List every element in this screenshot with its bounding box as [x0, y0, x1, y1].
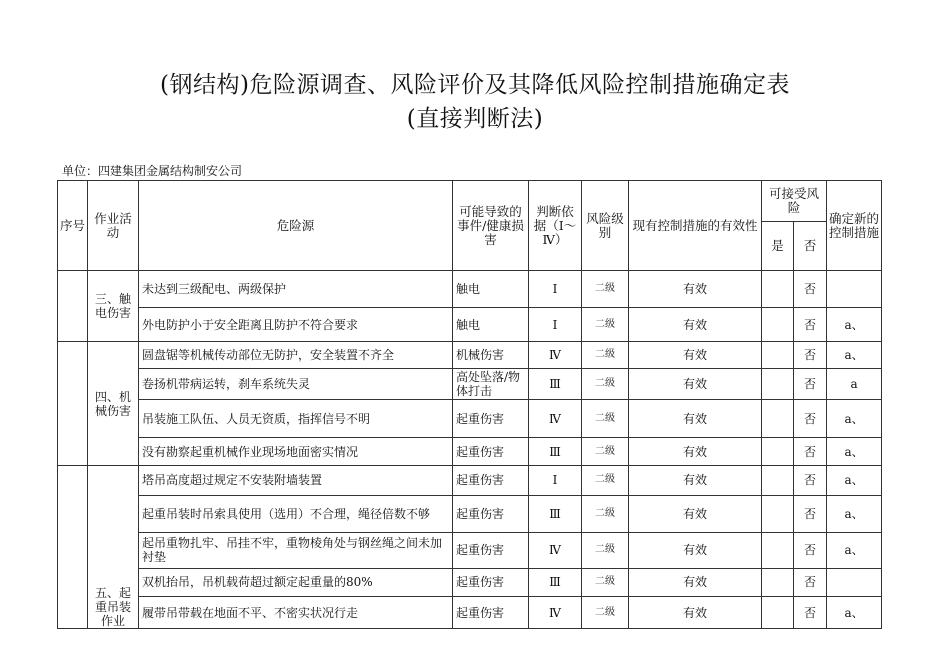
basis-cell: Ⅰ	[529, 271, 582, 308]
table-row	[58, 568, 882, 597]
new-control-cell: a、	[827, 597, 882, 629]
level-cell: 二级	[582, 438, 629, 466]
yes-cell	[762, 495, 794, 532]
table-row	[58, 495, 882, 532]
activity-cell: 四、机械伤害	[88, 342, 139, 466]
control-cell: 有效	[629, 532, 762, 568]
control-cell: 有效	[629, 271, 762, 308]
consequence-cell: 起重伤害	[453, 568, 529, 597]
new-control-cell: a、	[827, 466, 882, 496]
new-control-cell: a、	[827, 495, 882, 532]
new-control-cell: a、	[827, 342, 882, 369]
table-row	[58, 400, 882, 438]
control-cell: 有效	[629, 597, 762, 629]
seq-cell	[58, 342, 88, 466]
activity-cell: 五、起重吊装作业	[88, 466, 139, 629]
no-cell: 否	[794, 597, 827, 629]
unit-label: 单位：四建集团金属结构制安公司	[62, 164, 243, 178]
no-cell: 否	[794, 369, 827, 400]
level-cell: 二级	[582, 568, 629, 597]
control-cell: 有效	[629, 369, 762, 400]
basis-cell: Ⅲ	[529, 438, 582, 466]
yes-cell	[762, 597, 794, 629]
control-cell: 有效	[629, 568, 762, 597]
hazard-table	[57, 180, 882, 629]
control-cell: 有效	[629, 308, 762, 342]
basis-cell: Ⅲ	[529, 495, 582, 532]
consequence-cell: 触电	[453, 308, 529, 342]
no-cell: 否	[794, 466, 827, 496]
header-basis: 判断依据（Ⅰ～Ⅳ）	[529, 181, 582, 271]
level-cell: 二级	[582, 597, 629, 629]
yes-cell	[762, 438, 794, 466]
new-control-cell: a、	[827, 308, 882, 342]
header-acceptable: 可接受风险	[762, 181, 827, 222]
header-no: 否	[794, 222, 827, 271]
new-control-cell: a、	[827, 400, 882, 438]
table-row	[58, 466, 882, 496]
hazard-cell: 未达到三级配电、两级保护	[139, 271, 453, 308]
consequence-cell: 起重伤害	[453, 466, 529, 496]
new-control-cell: a	[827, 369, 882, 400]
consequence-cell: 触电	[453, 271, 529, 308]
hazard-cell: 外电防护小于安全距离且防护不符合要求	[139, 308, 453, 342]
control-cell: 有效	[629, 342, 762, 369]
yes-cell	[762, 466, 794, 496]
consequence-cell: 起重伤害	[453, 438, 529, 466]
document-title: (钢结构)危险源调查、风险评价及其降低风险控制措施确定表	[160, 72, 790, 98]
yes-cell	[762, 369, 794, 400]
hazard-cell: 塔吊高度超过规定不安装附墙装置	[139, 466, 453, 496]
no-cell: 否	[794, 532, 827, 568]
no-cell: 否	[794, 271, 827, 308]
hazard-cell: 起重吊装时吊索具使用（选用）不合理，绳径倍数不够	[139, 495, 453, 532]
basis-cell: Ⅳ	[529, 400, 582, 438]
seq-cell	[58, 466, 88, 629]
level-cell: 二级	[582, 495, 629, 532]
no-cell: 否	[794, 308, 827, 342]
no-cell: 否	[794, 342, 827, 369]
basis-cell: Ⅳ	[529, 342, 582, 369]
table-row	[58, 271, 882, 308]
header-control: 现有控制措施的有效性	[629, 181, 762, 271]
table-row	[58, 342, 882, 369]
hazard-cell: 卷扬机带病运转，刹车系统失灵	[139, 369, 453, 400]
table-row	[58, 438, 882, 466]
level-cell: 二级	[582, 466, 629, 496]
yes-cell	[762, 342, 794, 369]
level-cell: 二级	[582, 369, 629, 400]
hazard-cell: 双机抬吊，吊机载荷超过额定起重量的80%	[139, 568, 453, 597]
header-hazard: 危险源	[139, 181, 453, 271]
no-cell: 否	[794, 400, 827, 438]
level-cell: 二级	[582, 400, 629, 438]
control-cell: 有效	[629, 400, 762, 438]
basis-cell: Ⅰ	[529, 308, 582, 342]
hazard-cell: 起吊重物扎牢、吊挂不牢，重物棱角处与钢丝绳之间未加衬垫	[139, 532, 453, 568]
basis-cell: Ⅳ	[529, 597, 582, 629]
consequence-cell: 起重伤害	[453, 532, 529, 568]
consequence-cell: 起重伤害	[453, 597, 529, 629]
yes-cell	[762, 568, 794, 597]
control-cell: 有效	[629, 466, 762, 496]
yes-cell	[762, 308, 794, 342]
document-subtitle: (直接判断法)	[406, 106, 544, 132]
consequence-cell: 起重伤害	[453, 495, 529, 532]
level-cell: 二级	[582, 532, 629, 568]
consequence-cell: 起重伤害	[453, 400, 529, 438]
level-cell: 二级	[582, 342, 629, 369]
new-control-cell: a、	[827, 438, 882, 466]
control-cell: 有效	[629, 438, 762, 466]
table-row	[58, 532, 882, 568]
seq-cell	[58, 271, 88, 342]
yes-cell	[762, 400, 794, 438]
header-activity: 作业活动	[88, 181, 139, 271]
table-row	[58, 597, 882, 629]
basis-cell: Ⅲ	[529, 568, 582, 597]
control-cell: 有效	[629, 495, 762, 532]
header-consequence: 可能导致的事件/健康损害	[453, 181, 529, 271]
consequence-cell: 机械伤害	[453, 342, 529, 369]
new-control-cell: a、	[827, 532, 882, 568]
yes-cell	[762, 271, 794, 308]
level-cell: 二级	[582, 308, 629, 342]
basis-cell: Ⅰ	[529, 466, 582, 496]
header-yes: 是	[762, 222, 794, 271]
no-cell: 否	[794, 438, 827, 466]
hazard-cell: 圆盘锯等机械传动部位无防护，安全装置不齐全	[139, 342, 453, 369]
table-row	[58, 308, 882, 342]
header-level: 风险级别	[582, 181, 629, 271]
no-cell: 否	[794, 568, 827, 597]
basis-cell: Ⅳ	[529, 532, 582, 568]
header-new-control: 确定新的控制措施	[827, 181, 882, 271]
new-control-cell	[827, 271, 882, 308]
consequence-cell: 高处坠落/物体打击	[453, 369, 529, 400]
header-seq: 序号	[58, 181, 88, 271]
table-row	[58, 369, 882, 400]
level-cell: 二级	[582, 271, 629, 308]
hazard-cell: 吊装施工队伍、人员无资质，指挥信号不明	[139, 400, 453, 438]
hazard-cell: 履带吊带载在地面不平、不密实状况行走	[139, 597, 453, 629]
basis-cell: Ⅲ	[529, 369, 582, 400]
no-cell: 否	[794, 495, 827, 532]
yes-cell	[762, 532, 794, 568]
activity-cell: 三、触电伤害	[88, 271, 139, 342]
new-control-cell	[827, 568, 882, 597]
hazard-cell: 没有勘察起重机械作业现场地面密实情况	[139, 438, 453, 466]
